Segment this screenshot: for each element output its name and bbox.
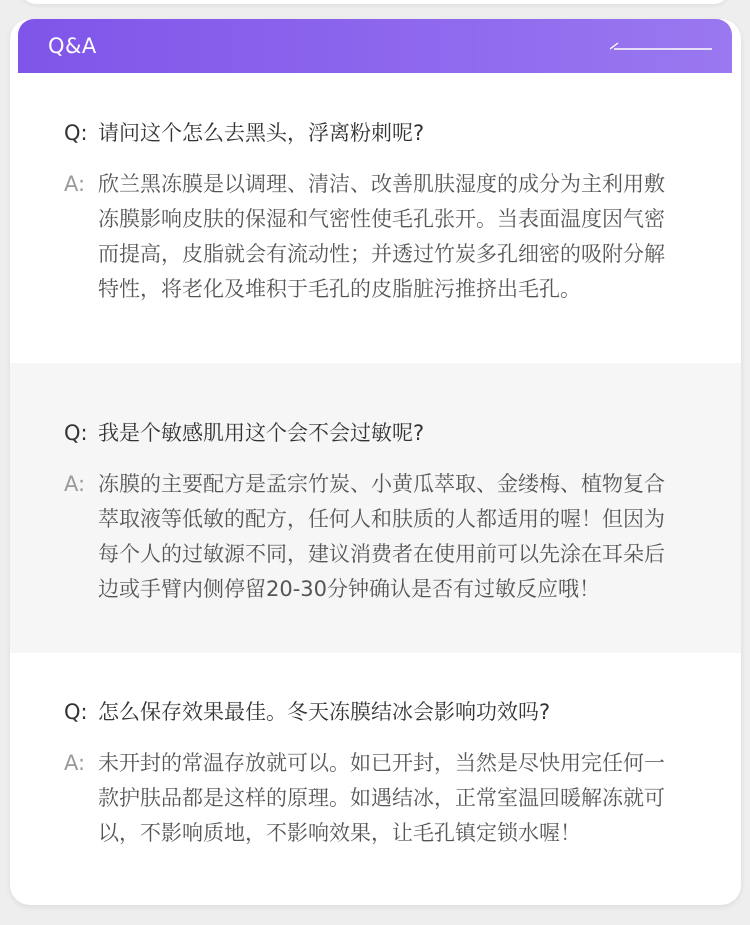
answer-prefix: A: bbox=[64, 472, 86, 496]
answer-text: 欣兰黑冻膜是以调理、清洁、改善肌肤湿度的成分为主利用敷冻膜影响皮肤的保湿和气密性使毛孔张开。当表面温度因气密而提高，皮脂就会有流动性；并透过竹炭多孔细密的吸附分解特性，将老化及堆积于毛孔的皮脂脏污推挤出毛孔。 bbox=[98, 172, 665, 301]
answer-row bbox=[64, 167, 668, 307]
qa-header bbox=[18, 19, 732, 73]
qa-item-2 bbox=[10, 363, 741, 653]
arrow-line-icon bbox=[610, 41, 712, 53]
previous-card-edge bbox=[20, 0, 730, 4]
answer-prefix: A: bbox=[64, 172, 86, 196]
question-row bbox=[64, 418, 424, 448]
qa-item-3 bbox=[10, 653, 741, 905]
qa-item-1 bbox=[10, 73, 741, 363]
question-prefix: Q: bbox=[64, 421, 88, 445]
qa-header-title: Q&A bbox=[48, 34, 97, 58]
question-row bbox=[64, 697, 550, 727]
question-prefix: Q: bbox=[64, 700, 88, 724]
question-row bbox=[64, 118, 424, 148]
answer-prefix: A: bbox=[64, 751, 86, 775]
question-text: 怎么保存效果最佳。冬天冻膜结冰会影响功效吗? bbox=[98, 700, 551, 724]
answer-row bbox=[64, 746, 668, 851]
answer-text: 冻膜的主要配方是孟宗竹炭、小黄瓜萃取、金缕梅、植物复合萃取液等低敏的配方，任何人和肤质的人都适用的喔！但因为每个人的过敏源不同，建议消费者在使用前可以先涂在耳朵后边或手臂内侧停留20-30分钟确认是否有过敏反应哦！ bbox=[98, 472, 665, 601]
answer-text: 未开封的常温存放就可以。如已开封，当然是尽快用完任何一款护肤品都是这样的原理。如遇结冰，正常室温回暖解冻就可以，不影响质地，不影响效果，让毛孔镇定锁水喔！ bbox=[98, 751, 665, 845]
question-text: 我是个敏感肌用这个会不会过敏呢? bbox=[98, 421, 425, 445]
answer-row bbox=[64, 467, 668, 607]
question-prefix: Q: bbox=[64, 121, 88, 145]
qa-card bbox=[10, 19, 741, 905]
question-text: 请问这个怎么去黑头，浮离粉刺呢? bbox=[98, 121, 425, 145]
